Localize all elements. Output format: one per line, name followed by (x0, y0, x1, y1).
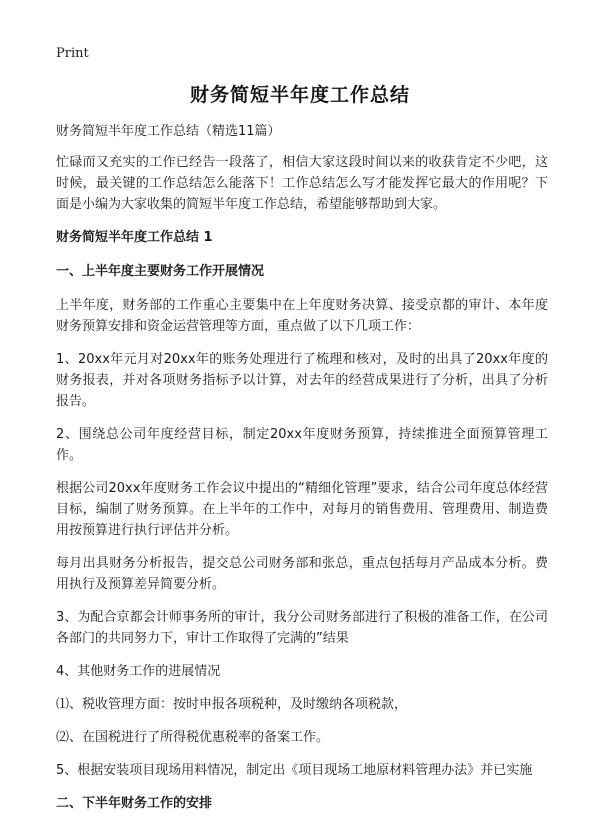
heading-second-half: 二、下半年财务工作的安排 (56, 796, 213, 811)
document-body (56, 121, 548, 827)
heading-first-half: 一、上半年度主要财务工作开展情况 (56, 264, 265, 279)
intro-paragraph: 忙碌而又充实的工作已经告一段落了，相信大家这段时间以来的收获肯定不少吧，这时候，最关键的工作总结怎么能落下！工作总结怎么写才能发挥它最大的作用呢？下面是小编为大家收集的简短半年度工作总结，希望能够帮助到大家。 (56, 155, 548, 212)
paragraph: 1、20xx年元月对20xx年的账务处理进行了梳理和核对，及时的出具了20xx年度的财务报表，并对各项财务指标予以计算，对去年的经营成果进行了分析，出具了分析报告。 (56, 352, 548, 409)
paragraph: 每月出具财务分析报告，提交总公司财务部和张总，重点包括每月产品成本分析。费用执行及预算差异简要分析。 (56, 556, 548, 592)
subtitle: 财务简短半年度工作总结（精选11篇） (56, 124, 281, 139)
print-link[interactable]: Print (56, 46, 89, 61)
paragraph: 根据公司20xx年度财务工作会议中提出的“精细化管理”要求，结合公司年度总体经营目标，编制了财务预算。在上半年的工作中，对每月的销售费用、管理费用、制造费用按预算进行执行评估并分析。 (56, 481, 548, 538)
paragraph: 5、根据安装项目现场用料情况，制定出《项目现场工地原材料管理办法》并已实施 (56, 763, 533, 778)
paragraph: ⑵、在国税进行了所得税优惠税率的备案工作。 (56, 730, 330, 745)
paragraph: 2、围绕总公司年度经营目标，制定20xx年度财务预算，持续推进全面预算管理工作。 (56, 427, 548, 463)
paragraph: ⑴、税收管理方面：按时申报各项税种，及时缴纳各项税款， (56, 697, 408, 712)
paragraph: 3、为配合京都会计师事务所的审计，我分公司财务部进行了积极的准备工作，在公司各部门的共同努力下，审计工作取得了完满的”结果 (56, 610, 548, 646)
section-title: 财务简短半年度工作总结 1 (56, 230, 213, 245)
paragraph: 4、其他财务工作的进展情况 (56, 664, 221, 679)
page-title: 财务简短半年度工作总结 (189, 84, 410, 106)
paragraph: 上半年度，财务部的工作重心主要集中在上年度财务决算、接受京都的审计、本年度财务预算安排和资金运营管理等方面，重点做了以下几项工作： (56, 298, 548, 334)
